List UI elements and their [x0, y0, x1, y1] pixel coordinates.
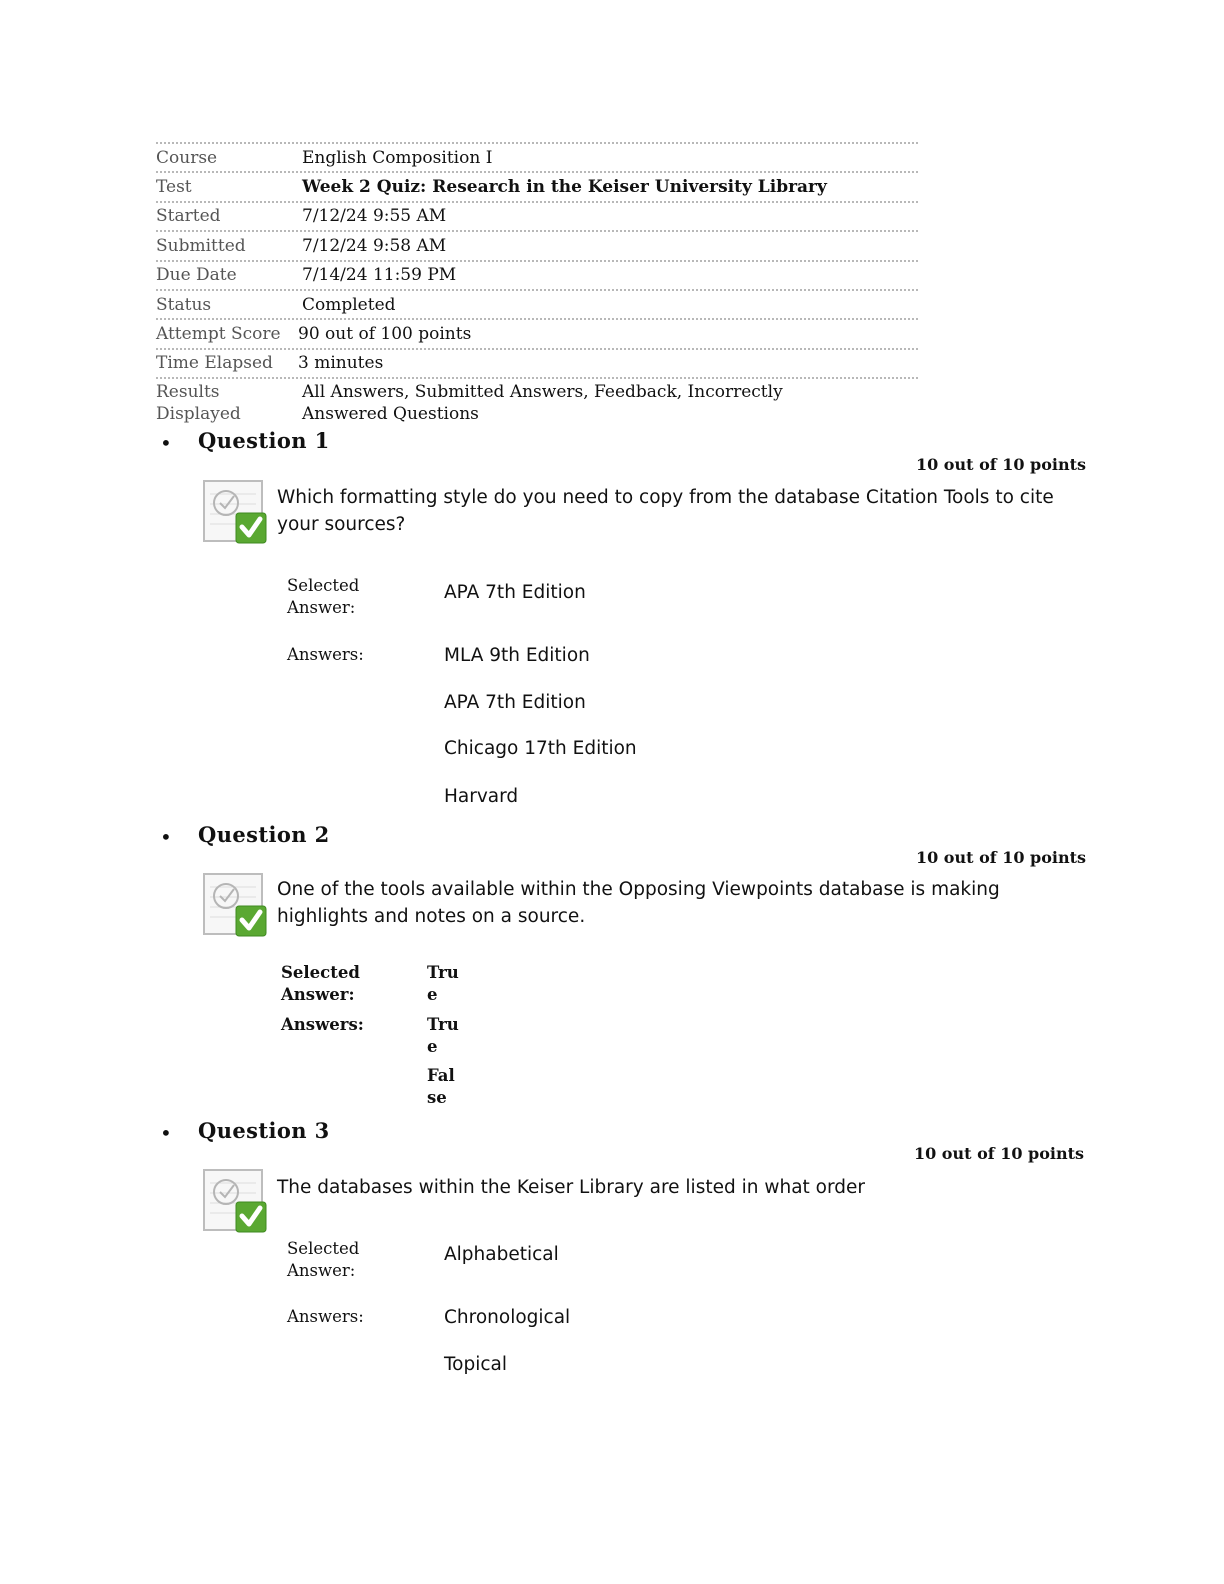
- summary-row-started: [156, 201, 918, 230]
- answers-label: Answers:: [287, 645, 364, 664]
- bullet: •: [160, 1121, 172, 1145]
- bullet: •: [160, 825, 172, 849]
- summary-row-submitted: [156, 230, 918, 259]
- question-text: Which formatting style do you need to copy from the database Citation Tools to cite your sources?: [277, 487, 1054, 535]
- test-value: Week 2 Quiz: Research in the Keiser University Library: [302, 177, 827, 198]
- answer-option: APA 7th Edition: [444, 692, 586, 713]
- status-label: Status: [156, 294, 212, 315]
- question-score: 10 out of 10 points: [913, 1144, 1084, 1163]
- question-title: Question 2: [198, 822, 330, 847]
- correct-check-icon: [202, 872, 268, 938]
- selected-answer: Alphabetical: [444, 1244, 559, 1265]
- question-title: Question 1: [198, 428, 330, 453]
- correct-check-icon: [202, 1168, 268, 1234]
- test-label: Test: [156, 177, 192, 198]
- course-value: English Composition I: [302, 147, 493, 168]
- selected-answer-label: Selected Answer:: [281, 963, 360, 1004]
- summary-row-elapsed: [156, 348, 918, 377]
- time-elapsed-label: Time Elapsed: [156, 353, 273, 374]
- started-value: 7/12/24 9:55 AM: [302, 206, 447, 227]
- results-displayed-label: Results Displayed: [156, 382, 241, 425]
- question-text: One of the tools available within the Opposing Viewpoints database is making highlights and notes on a source.: [277, 879, 1000, 927]
- summary-row-course: [156, 142, 918, 171]
- summary-row-due: [156, 260, 918, 289]
- question-text: The databases within the Keiser Library are listed in what order: [277, 1177, 865, 1198]
- selected-answer: True: [427, 963, 459, 1004]
- summary-row-status: [156, 289, 918, 318]
- question-score: 10 out of 10 points: [915, 848, 1086, 867]
- answer-option: Chronological: [444, 1307, 571, 1328]
- question-score: 10 out of 10 points: [915, 455, 1086, 474]
- answer-option: MLA 9th Edition: [444, 645, 590, 666]
- due-date-value: 7/14/24 11:59 PM: [302, 265, 457, 286]
- selected-answer-label: Selected Answer:: [287, 1239, 360, 1280]
- status-value: Completed: [302, 294, 396, 315]
- due-date-label: Due Date: [156, 265, 237, 286]
- submitted-value: 7/12/24 9:58 AM: [302, 235, 447, 256]
- attempt-score-label: Attempt Score: [156, 324, 281, 345]
- answer-option: Harvard: [444, 786, 519, 807]
- summary-row-test: [156, 171, 918, 200]
- answer-option: Topical: [444, 1354, 508, 1375]
- time-elapsed-value: 3 minutes: [298, 353, 384, 374]
- question-title: Question 3: [198, 1118, 330, 1143]
- answers-label: Answers:: [287, 1307, 364, 1326]
- bullet: •: [160, 431, 172, 455]
- course-label: Course: [156, 147, 218, 168]
- summary-row-score: [156, 318, 918, 347]
- submitted-label: Submitted: [156, 235, 246, 256]
- answer-option: True: [427, 1015, 459, 1056]
- correct-check-icon: [202, 479, 268, 545]
- answer-option: Chicago 17th Edition: [444, 738, 637, 759]
- selected-answer: APA 7th Edition: [444, 582, 586, 603]
- answer-option: False: [427, 1066, 455, 1107]
- results-displayed-value: All Answers, Submitted Answers, Feedback, Incorrectly Answered Questions: [302, 382, 783, 425]
- attempt-summary: [156, 142, 918, 425]
- summary-row-results: [156, 377, 918, 425]
- attempt-score-value: 90 out of 100 points: [298, 324, 472, 345]
- answers-label: Answers:: [281, 1015, 364, 1034]
- started-label: Started: [156, 206, 221, 227]
- selected-answer-label: Selected Answer:: [287, 576, 360, 617]
